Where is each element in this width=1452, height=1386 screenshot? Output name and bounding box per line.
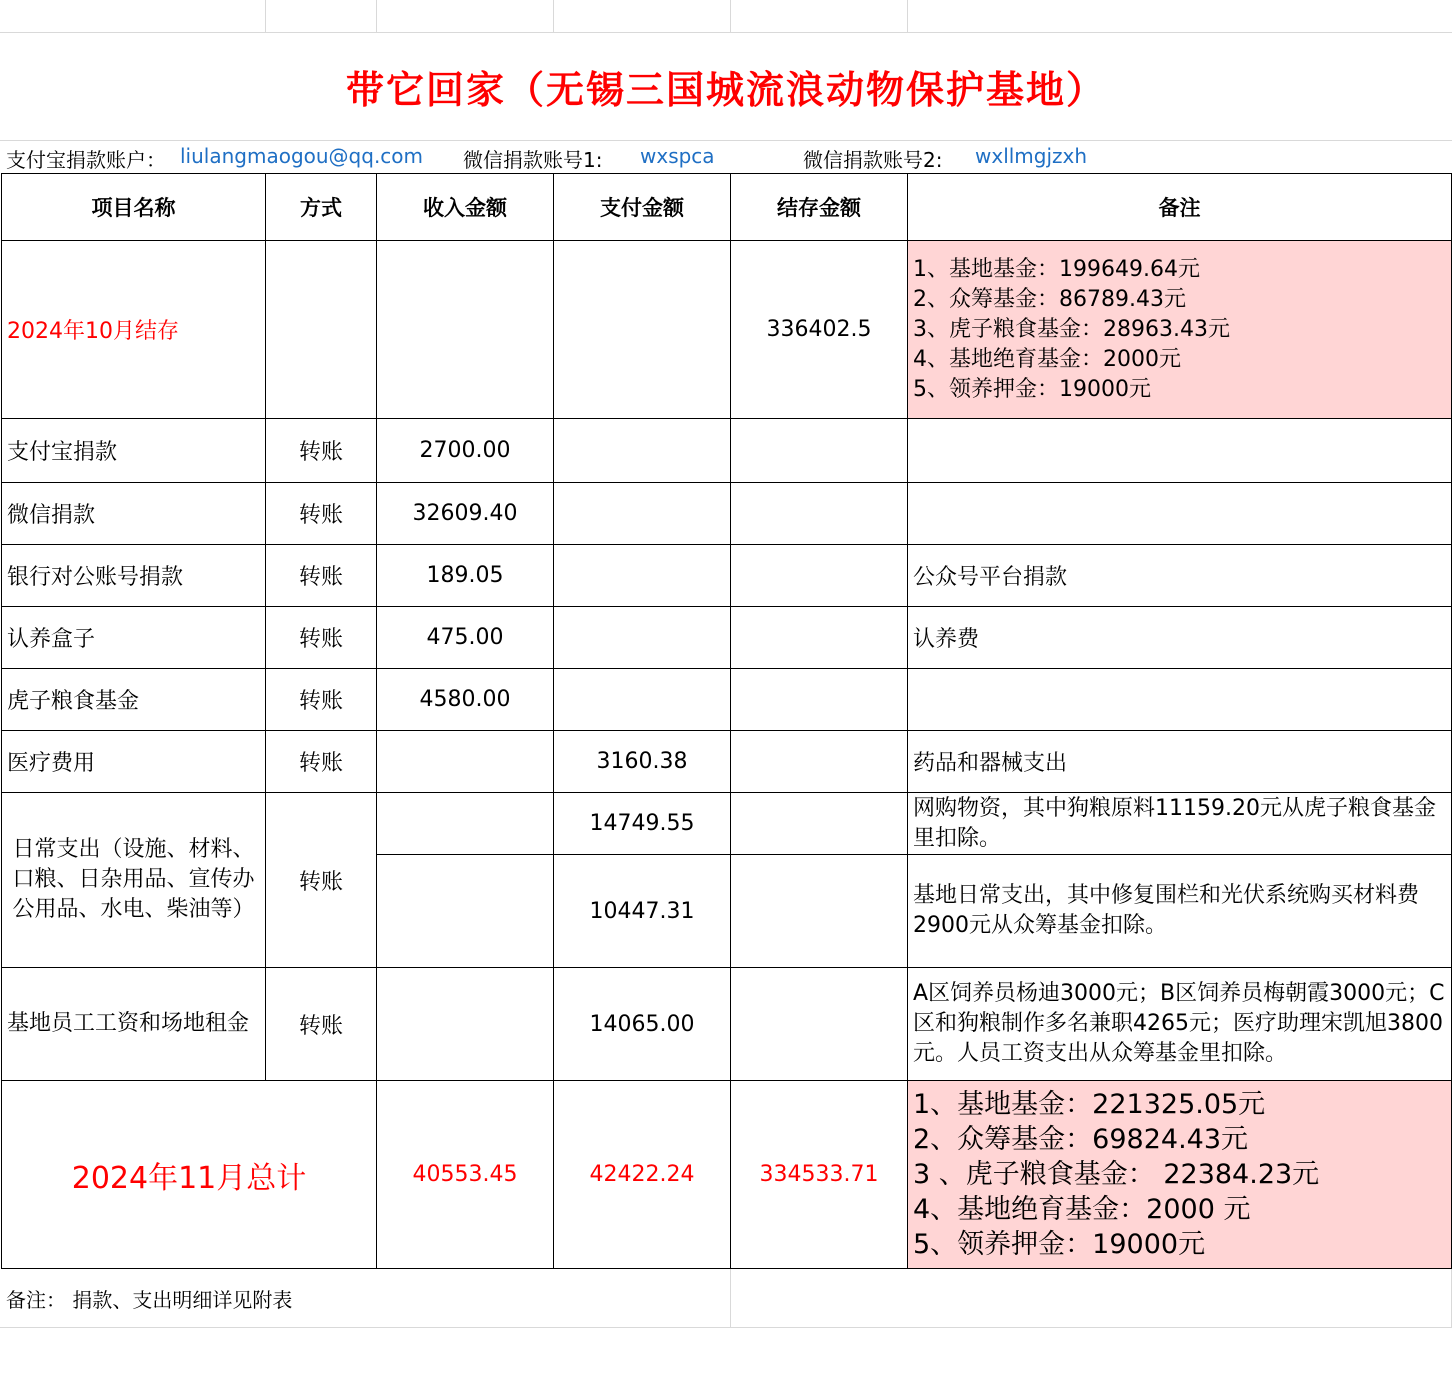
table-row	[2, 607, 1452, 669]
header-expense: 支付金额	[554, 174, 731, 241]
table-row	[2, 419, 1452, 483]
salary-expense[interactable]: 14065.00	[554, 968, 731, 1081]
row-balance[interactable]	[731, 545, 908, 607]
row-income[interactable]: 2700.00	[377, 419, 554, 483]
salary-name[interactable]: 基地员工工资和场地租金	[2, 968, 266, 1081]
row-name[interactable]: 支付宝捐款	[2, 419, 266, 483]
row-name[interactable]: 医疗费用	[2, 731, 266, 793]
row-income[interactable]: 475.00	[377, 607, 554, 669]
daily-note-2[interactable]: 基地日常支出，其中修复围栏和光伏系统购买材料费2900元从众筹基金扣除。	[908, 855, 1452, 968]
footer-remark: 备注： 捐款、支出明细详见附表	[6, 1288, 293, 1312]
ledger-table	[1, 173, 1452, 1269]
row-balance[interactable]	[731, 483, 908, 545]
header-balance: 结存金额	[731, 174, 908, 241]
daily-expense-1[interactable]: 14749.55	[554, 793, 731, 855]
row-name[interactable]: 认养盒子	[2, 607, 266, 669]
total-note-line: 1、基地基金：221325.05元	[913, 1089, 1266, 1120]
sheet-title: 带它回家（无锡三国城流浪动物保护基地）	[0, 32, 1452, 141]
header-notes: 备注	[908, 174, 1452, 241]
daily-note-1[interactable]: 网购物资，其中狗粮原料11159.20元从虎子粮食基金里扣除。	[908, 793, 1452, 855]
header-row	[2, 174, 1452, 241]
salary-row	[2, 968, 1452, 1081]
header-method: 方式	[266, 174, 377, 241]
total-note-line: 4、基地绝育基金：2000 元	[913, 1194, 1251, 1225]
row-method[interactable]: 转账	[266, 419, 377, 483]
table-row	[2, 545, 1452, 607]
donation-accounts	[0, 141, 1452, 173]
row-expense[interactable]	[554, 669, 731, 731]
daily-income-1[interactable]	[377, 793, 554, 855]
row-note[interactable]	[908, 419, 1452, 483]
opening-note-line: 2、众筹基金：86789.43元	[913, 286, 1186, 312]
opening-method[interactable]	[266, 241, 377, 419]
salary-note[interactable]: A区饲养员杨迪3000元；B区饲养员梅朝霞3000元；C区和狗粮制作多名兼职4265元；医疗助理宋凯旭3800元。人员工资支出从众筹基金里扣除。	[908, 968, 1452, 1081]
opening-balance[interactable]: 336402.5	[731, 241, 908, 419]
total-note-line: 5、领养押金：19000元	[913, 1229, 1206, 1260]
row-balance[interactable]	[731, 607, 908, 669]
salary-income[interactable]	[377, 968, 554, 1081]
opening-notes[interactable]	[908, 241, 1452, 419]
opening-note-line: 1、基地基金：199649.64元	[913, 256, 1200, 282]
row-balance[interactable]	[731, 419, 908, 483]
gridline	[730, 0, 731, 32]
row-note[interactable]: 认养费	[908, 607, 1452, 669]
gridline	[553, 0, 554, 32]
row-expense[interactable]: 3160.38	[554, 731, 731, 793]
gridline	[730, 1269, 731, 1327]
row-expense[interactable]	[554, 607, 731, 669]
row-method[interactable]: 转账	[266, 545, 377, 607]
total-name[interactable]: 2024年11月总计	[2, 1081, 377, 1269]
table-row	[2, 669, 1452, 731]
total-row	[2, 1081, 1452, 1269]
daily-expense-row-1	[2, 793, 1452, 855]
sheet-top-row	[0, 0, 1452, 33]
table-row	[2, 483, 1452, 545]
opening-name[interactable]: 2024年10月结存	[2, 241, 266, 419]
row-expense[interactable]	[554, 419, 731, 483]
row-expense[interactable]	[554, 545, 731, 607]
wechat2-label: 微信捐款账号2:	[803, 148, 943, 172]
row-method[interactable]: 转账	[266, 607, 377, 669]
salary-method[interactable]: 转账	[266, 968, 377, 1081]
wechat2-account[interactable]: wxllmgjzxh	[975, 144, 1088, 168]
daily-balance-2[interactable]	[731, 855, 908, 968]
total-income[interactable]: 40553.45	[377, 1081, 554, 1269]
total-note-line: 2、众筹基金：69824.43元	[913, 1124, 1249, 1155]
row-method[interactable]: 转账	[266, 669, 377, 731]
row-method[interactable]: 转账	[266, 731, 377, 793]
row-balance[interactable]	[731, 731, 908, 793]
row-income[interactable]: 4580.00	[377, 669, 554, 731]
alipay-label: 支付宝捐款账户：	[6, 148, 166, 172]
daily-name[interactable]: 日常支出（设施、材料、口粮、日杂用品、宣传办公用品、水电、柴油等）	[2, 793, 266, 968]
row-note[interactable]	[908, 483, 1452, 545]
opening-note-line: 5、领养押金：19000元	[913, 376, 1151, 402]
row-expense[interactable]	[554, 483, 731, 545]
opening-note-line: 4、基地绝育基金：2000元	[913, 346, 1181, 372]
alipay-account[interactable]: liulangmaogou@qq.com	[180, 144, 424, 168]
row-note[interactable]	[908, 669, 1452, 731]
row-name[interactable]: 银行对公账号捐款	[2, 545, 266, 607]
opening-balance-row	[2, 241, 1452, 419]
header-item-name: 项目名称	[2, 174, 266, 241]
row-balance[interactable]	[731, 669, 908, 731]
total-notes[interactable]	[908, 1081, 1452, 1269]
wechat1-account[interactable]: wxspca	[640, 144, 715, 168]
table-row	[2, 731, 1452, 793]
total-balance[interactable]: 334533.71	[731, 1081, 908, 1269]
opening-expense[interactable]	[554, 241, 731, 419]
daily-income-2[interactable]	[377, 855, 554, 968]
daily-balance-1[interactable]	[731, 793, 908, 855]
gridline	[907, 0, 908, 32]
opening-income[interactable]	[377, 241, 554, 419]
row-method[interactable]: 转账	[266, 483, 377, 545]
gridline	[265, 0, 266, 32]
wechat1-label: 微信捐款账号1:	[463, 148, 603, 172]
gridline	[376, 0, 377, 32]
salary-balance[interactable]	[731, 968, 908, 1081]
total-note-line: 3 、虎子粮食基金： 22384.23元	[913, 1159, 1320, 1190]
footer-remark-row	[0, 1269, 1452, 1328]
row-name[interactable]: 微信捐款	[2, 483, 266, 545]
daily-expense-2[interactable]: 10447.31	[554, 855, 731, 968]
total-expense[interactable]: 42422.24	[554, 1081, 731, 1269]
row-note[interactable]: 公众号平台捐款	[908, 545, 1452, 607]
row-income[interactable]: 189.05	[377, 545, 554, 607]
daily-method[interactable]: 转账	[266, 793, 377, 968]
opening-note-line: 3、虎子粮食基金：28963.43元	[913, 316, 1230, 342]
row-income[interactable]: 32609.40	[377, 483, 554, 545]
row-name[interactable]: 虎子粮食基金	[2, 669, 266, 731]
row-income[interactable]	[377, 731, 554, 793]
row-note[interactable]: 药品和器械支出	[908, 731, 1452, 793]
header-income: 收入金额	[377, 174, 554, 241]
